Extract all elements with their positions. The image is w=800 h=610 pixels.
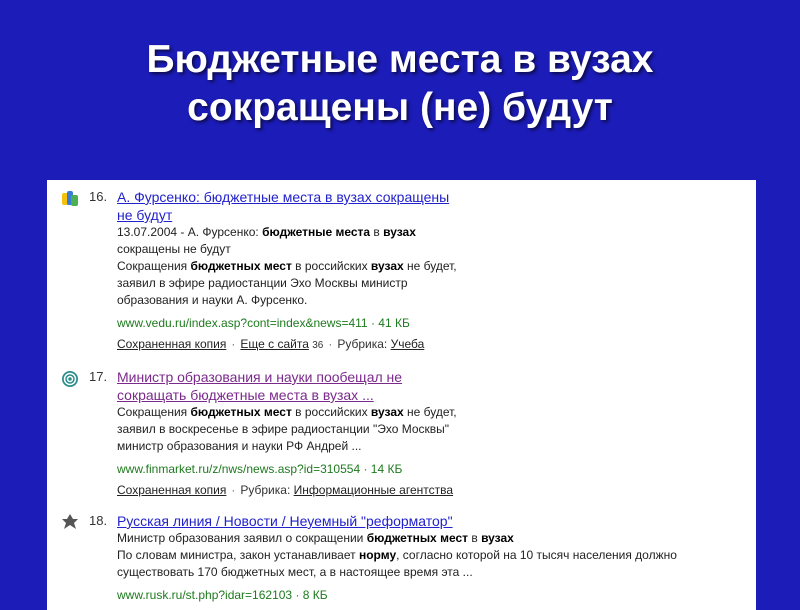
- rubric-link[interactable]: Информационные агентства: [293, 483, 454, 497]
- result-snippet-line: образования и науки А. Фурсенко.: [117, 293, 308, 307]
- more-from-site-link[interactable]: Еще с сайта: [240, 337, 309, 351]
- result-snippet-line: министр образования и науки РФ Андрей ...: [117, 439, 362, 453]
- slide-title-line-1: Бюджетные места в вузах: [146, 38, 654, 81]
- result-url[interactable]: www.vedu.ru/index.asp?cont=index&news=411 · 41 КБ: [117, 316, 410, 330]
- result-snippet-line: Сокращения бюджетных мест в российских вузах не будет,: [117, 259, 457, 273]
- result-title-link[interactable]: Русская линия / Новости / Неуемный "реформатор": [117, 513, 453, 529]
- result-snippet-line: заявил в воскресенье в эфире радиостанции "Эхо Москвы": [117, 422, 450, 436]
- result-number: 17.: [89, 369, 108, 384]
- site-favicon-icon: [61, 190, 79, 208]
- saved-copy-link[interactable]: Сохраненная копия: [117, 483, 227, 497]
- result-number: 18.: [89, 513, 108, 528]
- result-size: · 8 КБ: [295, 588, 328, 602]
- result-size: · 41 КБ: [370, 316, 410, 330]
- site-favicon-icon: [61, 513, 79, 531]
- result-meta: Сохраненная копия · Еще с сайта 36 · Рубрика: Учеба: [117, 337, 425, 351]
- result-title-link[interactable]: А. Фурсенко: бюджетные места в вузах сокращены не будут: [117, 189, 450, 223]
- rubric-link[interactable]: Учеба: [390, 337, 425, 351]
- slide-title-line-2: сокращены (не) будут: [187, 86, 613, 129]
- result-url[interactable]: www.rusk.ru/st.php?idar=162103 · 8 КБ: [117, 588, 328, 602]
- slide-title: [0, 36, 800, 132]
- saved-copy-link[interactable]: Сохраненная копия: [117, 337, 227, 351]
- result-snippet-line: 13.07.2004 - А. Фурсенко: бюджетные места в вузах: [117, 225, 416, 239]
- site-favicon-icon: [61, 370, 79, 388]
- result-snippet-line: заявил в эфире радиостанции Эхо Москвы министр: [117, 276, 408, 290]
- more-count: 36: [312, 340, 324, 351]
- result-snippet-line: По словам министра, закон устанавливает норму, согласно которой на 10 тысяч населения должно: [117, 548, 677, 562]
- result-snippet-line: сокращены не будут: [117, 242, 231, 256]
- search-results-screenshot: [47, 180, 756, 610]
- result-snippet-line: существовать 170 бюджетных мест, а в настоящее время эта ...: [117, 565, 473, 579]
- rubric-label: Рубрика:: [240, 483, 291, 497]
- result-title-link[interactable]: Министр образования и науки пообещал не сокращать бюджетные места в вузах ...: [117, 369, 403, 403]
- result-snippet-line: Сокращения бюджетных мест в российских вузах не будет,: [117, 405, 457, 419]
- result-size: · 14 КБ: [363, 462, 403, 476]
- result-snippet-line: Министр образования заявил о сокращении бюджетных мест в вузах: [117, 531, 514, 545]
- result-meta: Сохраненная копия · Рубрика: Информационные агентства: [117, 483, 454, 497]
- result-url[interactable]: www.finmarket.ru/z/nws/news.asp?id=310554 · 14 КБ: [117, 462, 403, 476]
- rubric-label: Рубрика:: [337, 337, 388, 351]
- result-number: 16.: [89, 189, 108, 204]
